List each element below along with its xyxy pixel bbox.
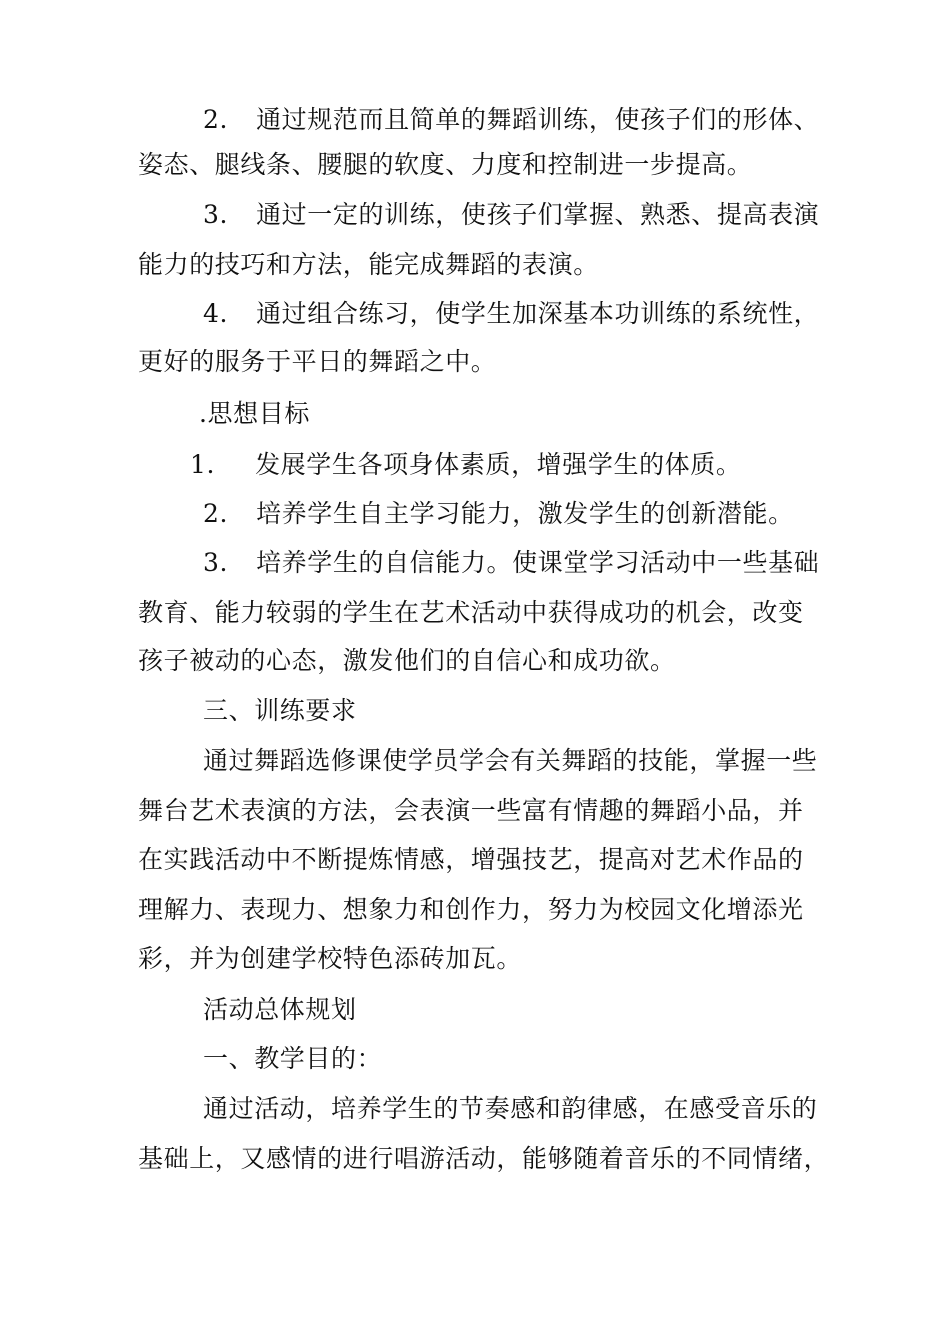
paragraph-line: 1. 发展学生各项身体素质，增强学生的体质。 xyxy=(190,448,741,482)
paragraph-line: 理解力、表现力、想象力和创作力，努力为校园文化增添光 xyxy=(138,895,804,924)
list-number: 2. xyxy=(203,105,229,134)
paragraph-line: 孩子被动的心态，激发他们的自信心和成功欲。 xyxy=(138,646,676,675)
paragraph-line: 通过活动，培养学生的节奏感和韵律感，在感受音乐的 xyxy=(203,1094,818,1123)
paragraph-line: 3. 通过一定的训练，使孩子们掌握、熟悉、提高表演 xyxy=(203,198,819,232)
paragraph-line: 更好的服务于平日的舞蹈之中。 xyxy=(138,347,497,376)
paragraph-line: 姿态、腿线条、腰腿的软度、力度和控制进一步提高。 xyxy=(138,150,753,179)
paragraph-line: 教育、能力较弱的学生在艺术活动中获得成功的机会，改变 xyxy=(138,598,804,627)
paragraph-line: 4. 通过组合练习，使学生加深基本功训练的系统性， xyxy=(203,297,819,331)
list-number: 2. xyxy=(203,499,229,528)
section-heading: 一、教学目的： xyxy=(203,1044,383,1073)
paragraph-line: 3. 培养学生的自信能力。使课堂学习活动中一些基础 xyxy=(203,546,819,580)
paragraph-line: 在实践活动中不断提炼情感，增强技艺，提高对艺术作品的 xyxy=(138,845,804,874)
paragraph-line: 基础上，又感情的进行唱游活动，能够随着音乐的不同情绪， xyxy=(138,1144,830,1173)
paragraph-line: 通过舞蹈选修课使学员学会有关舞蹈的技能，掌握一些 xyxy=(203,746,818,775)
list-number: 1. xyxy=(190,450,216,479)
section-heading: 三、训练要求 xyxy=(203,696,357,725)
paragraph-line: 能力的技巧和方法，能完成舞蹈的表演。 xyxy=(138,250,599,279)
list-number: 3. xyxy=(203,200,229,229)
paragraph-line: 2. 培养学生自主学习能力，激发学生的创新潜能。 xyxy=(203,497,794,531)
list-number: 3. xyxy=(203,548,229,577)
section-heading: .思想目标 xyxy=(199,399,310,428)
paragraph-line: 2. 通过规范而且简单的舞蹈训练，使孩子们的形体、 xyxy=(203,103,819,137)
paragraph-line: 彩，并为创建学校特色添砖加瓦。 xyxy=(138,944,523,973)
section-heading: 活动总体规划 xyxy=(203,995,357,1024)
paragraph-line: 舞台艺术表演的方法，会表演一些富有情趣的舞蹈小品，并 xyxy=(138,796,804,825)
list-number: 4. xyxy=(203,299,229,328)
